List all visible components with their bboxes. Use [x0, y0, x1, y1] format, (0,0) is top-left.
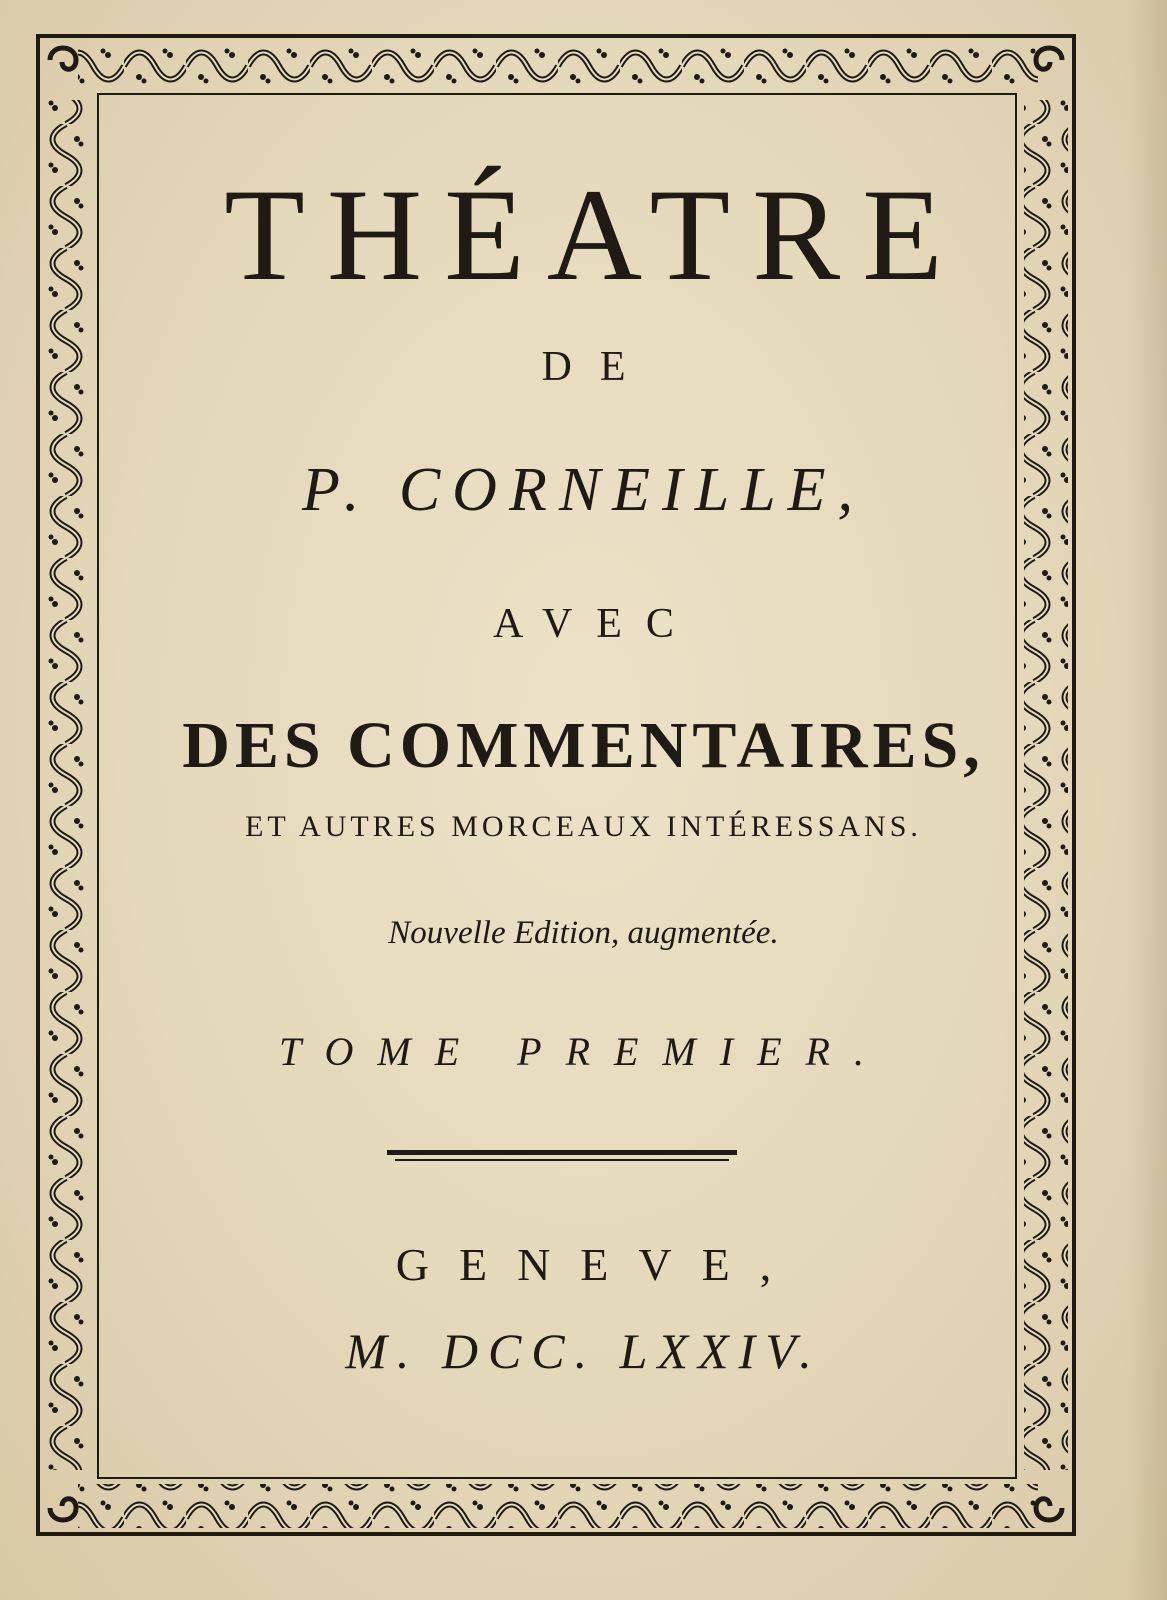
volume-label: TOME PREMIER.: [279, 1029, 888, 1074]
commentaires-heading: DES COMMENTAIRES,: [182, 709, 985, 782]
border-bottom: [78, 1484, 1038, 1528]
subtitle-de: DE: [541, 344, 654, 390]
subtitle-avec: AVEC: [493, 601, 698, 647]
imprint-date: M. DCC. LXXIV.: [345, 1323, 822, 1379]
edition-note: Nouvelle Edition, augmentée.: [388, 915, 779, 951]
divider-rule-thin: [395, 1159, 729, 1161]
autres-morceaux-line: ET AUTRES MORCEAUX INTÉRESSANS.: [245, 810, 922, 843]
divider-rule: [387, 1150, 737, 1155]
border-top: [78, 42, 1038, 86]
imprint-city: GENEVE,: [395, 1239, 802, 1290]
title: THÉATRE: [224, 161, 965, 308]
author-name: P. CORNEILLE,: [301, 456, 866, 524]
